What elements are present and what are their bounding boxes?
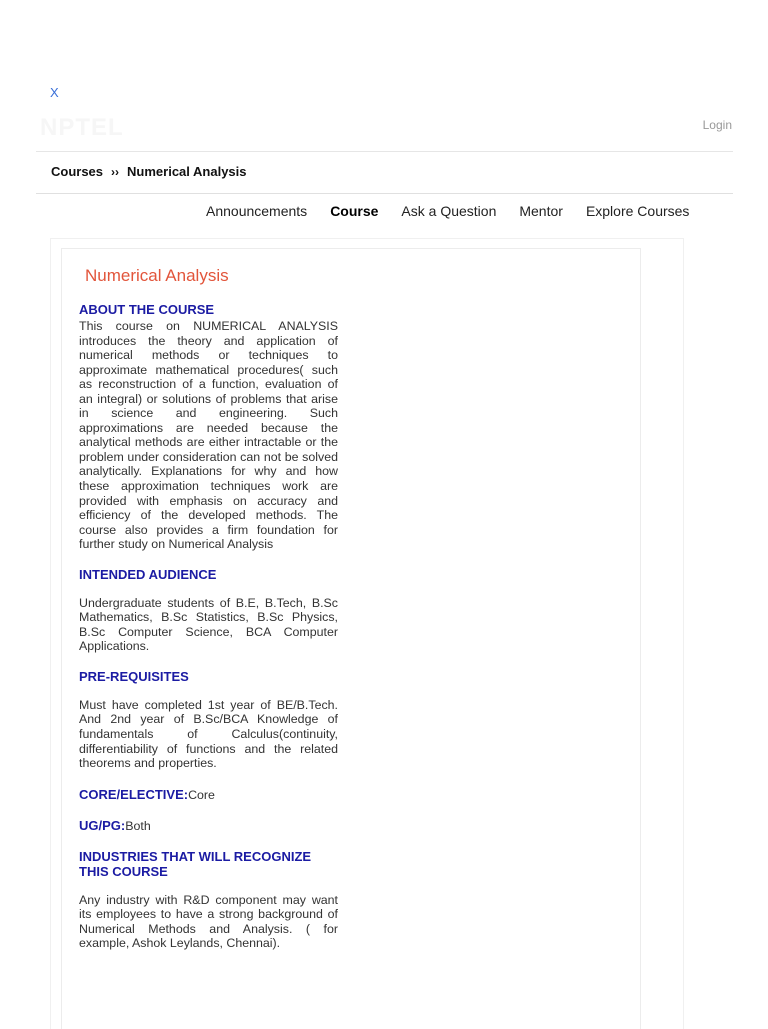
tab-mentor[interactable]: Mentor [519, 203, 563, 219]
about-text: This course on NUMERICAL ANALYSIS introduces the theory and application of numerical methods or techniques to approximate mathematical procedures( such as reconstruction of a function, evaluation of an integral) or solutions of problems that arise in science and engineering. Such approximations are needed because the analytical methods are either intractable or the problem under consideration can not be solved analytically. Explanations for why and how these approximation techniques work are provided with emphasis on accuracy and efficiency of the developed methods. The course also provides a firm foundation for further study on Numerical Analysis [79, 319, 338, 552]
ugpg-label: UG/PG: [79, 817, 126, 833]
header-divider [36, 151, 733, 152]
core-elective-label: CORE/ELECTIVE: [79, 786, 189, 802]
course-tabs [206, 203, 689, 219]
breadcrumb [51, 164, 247, 179]
industries-text: Any industry with R&D component may want its employees to have a strong background of Numerical Methods and Analysis. ( for example, Ashok Leylands, Chennai). [79, 892, 338, 951]
tab-ask-a-question[interactable]: Ask a Question [401, 203, 497, 219]
site-logo: NPTEL [40, 114, 124, 141]
breadcrumb-current: Numerical Analysis [127, 164, 247, 179]
tab-course[interactable]: Course [330, 203, 379, 219]
breadcrumb-divider [36, 193, 733, 194]
audience-heading: INTENDED AUDIENCE [79, 566, 217, 582]
prereq-heading: PRE-REQUISITES [79, 668, 189, 684]
tab-explore-courses[interactable]: Explore Courses [585, 203, 690, 219]
about-heading: ABOUT THE COURSE [79, 302, 215, 317]
ugpg-value: Both [125, 818, 151, 833]
core-elective-row [79, 787, 338, 803]
login-link[interactable]: Login [702, 118, 732, 132]
breadcrumb-separator: ›› [111, 164, 120, 179]
breadcrumb-courses-link[interactable]: Courses [51, 164, 104, 179]
course-content [79, 266, 338, 951]
core-elective-value: Core [188, 787, 215, 802]
prereq-text: Must have completed 1st year of BE/B.Tech. And 2nd year of B.Sc/BCA Knowledge of fundamentals of Calculus(continuity, differentiability of functions and the related theorems and properties. [79, 697, 338, 771]
ugpg-row [79, 818, 338, 834]
audience-text: Undergraduate students of B.E, B.Tech, B.Sc Mathematics, B.Sc Statistics, B.Sc Physics, B.Sc Computer Science, BCA Computer Applications. [79, 595, 338, 654]
industries-heading: INDUSTRIES THAT WILL RECOGNIZE THIS COURSE [79, 848, 312, 879]
tab-announcements[interactable]: Announcements [206, 203, 308, 219]
close-button[interactable]: X [50, 85, 59, 100]
course-title: Numerical Analysis [85, 266, 229, 285]
